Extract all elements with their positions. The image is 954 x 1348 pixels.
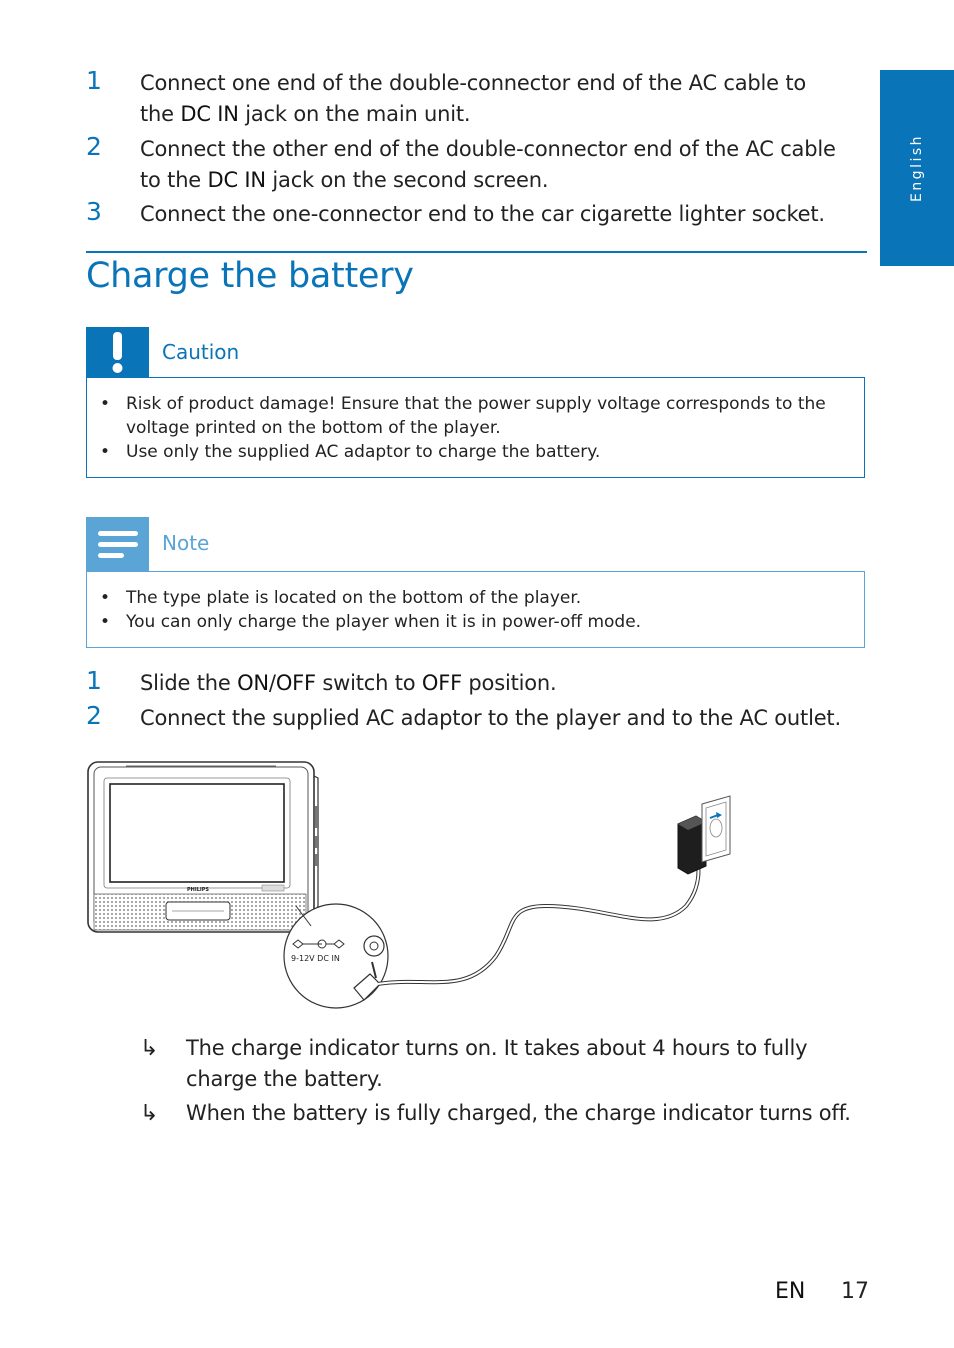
section-title: Charge the battery — [86, 256, 414, 296]
language-tab — [880, 70, 954, 266]
step-line: Connect the other end of the double-connector end of the AC cable — [140, 137, 836, 161]
step-text — [140, 199, 870, 230]
switch-label: OFF — [421, 671, 462, 695]
step-number: 2 — [86, 132, 102, 161]
note-lines-icon — [86, 517, 149, 572]
step-line: / — [268, 671, 276, 695]
bullet-dot: • — [100, 612, 111, 632]
step-line: position. — [461, 671, 557, 695]
step-number: 2 — [86, 701, 102, 730]
result-arrow-icon: ↳ — [140, 1036, 159, 1061]
portable-dvd-player-icon — [88, 762, 319, 932]
result-text: When the battery is fully charged, the charge indicator turns off. — [186, 1101, 851, 1125]
note-title: Note — [162, 531, 210, 555]
step-line: switch to — [315, 671, 422, 695]
note-item: You can only charge the player when it is in power-off mode. — [126, 612, 642, 632]
step-number: 1 — [86, 66, 102, 95]
step-number: 1 — [86, 666, 102, 695]
step-text — [140, 68, 870, 130]
language-label: English — [909, 133, 925, 203]
bullet-dot: • — [100, 442, 111, 462]
caution-icon-block — [86, 327, 149, 378]
bullet-dot: • — [100, 588, 111, 608]
jack-label: DC IN — [180, 102, 239, 126]
step-line: Slide the — [140, 671, 238, 695]
step-line: jack on the second screen. — [265, 168, 549, 192]
result-arrow-icon: ↳ — [140, 1101, 159, 1126]
exclamation-icon — [86, 327, 149, 378]
step-line: the — [140, 102, 181, 126]
bullet-dot: • — [100, 394, 111, 414]
step-line: to the — [140, 168, 208, 192]
section-divider — [86, 251, 867, 253]
caution-title: Caution — [162, 340, 240, 364]
brand-label: PHILIPS — [186, 887, 210, 893]
caution-item: Risk of product damage! Ensure that the power supply voltage corresponds to the voltage printed on the bottom of the player. — [126, 394, 826, 438]
caution-item: Use only the supplied AC adaptor to charge the battery. — [126, 442, 601, 462]
switch-label: ON — [237, 671, 269, 695]
charging-illustration — [86, 756, 746, 1012]
wall-outlet-icon — [702, 796, 730, 862]
step-line: jack on the main unit. — [238, 102, 471, 126]
page-number: 17 — [841, 1279, 869, 1304]
result-text: The charge indicator turns on. It takes about 4 hours to fully charge the battery. — [186, 1036, 808, 1091]
step-number: 3 — [86, 197, 102, 226]
jack-label: DC IN — [207, 168, 266, 192]
step-line: Connect the one-connector end to the car cigarette lighter socket. — [140, 202, 825, 226]
note-icon-block — [86, 517, 149, 572]
jack-label-text: 9-12V DC IN — [291, 954, 340, 963]
switch-label: OFF — [275, 671, 316, 695]
dc-jack-closeup-icon — [284, 904, 388, 1008]
step-text — [140, 668, 870, 699]
step-text: Connect the supplied AC adaptor to the player and to the AC outlet. — [140, 706, 841, 730]
footer-language: EN — [775, 1279, 806, 1304]
step-line: Connect one end of the double-connector end of the AC cable to — [140, 71, 807, 95]
note-item: The type plate is located on the bottom of the player. — [126, 588, 582, 608]
step-text — [140, 134, 870, 196]
